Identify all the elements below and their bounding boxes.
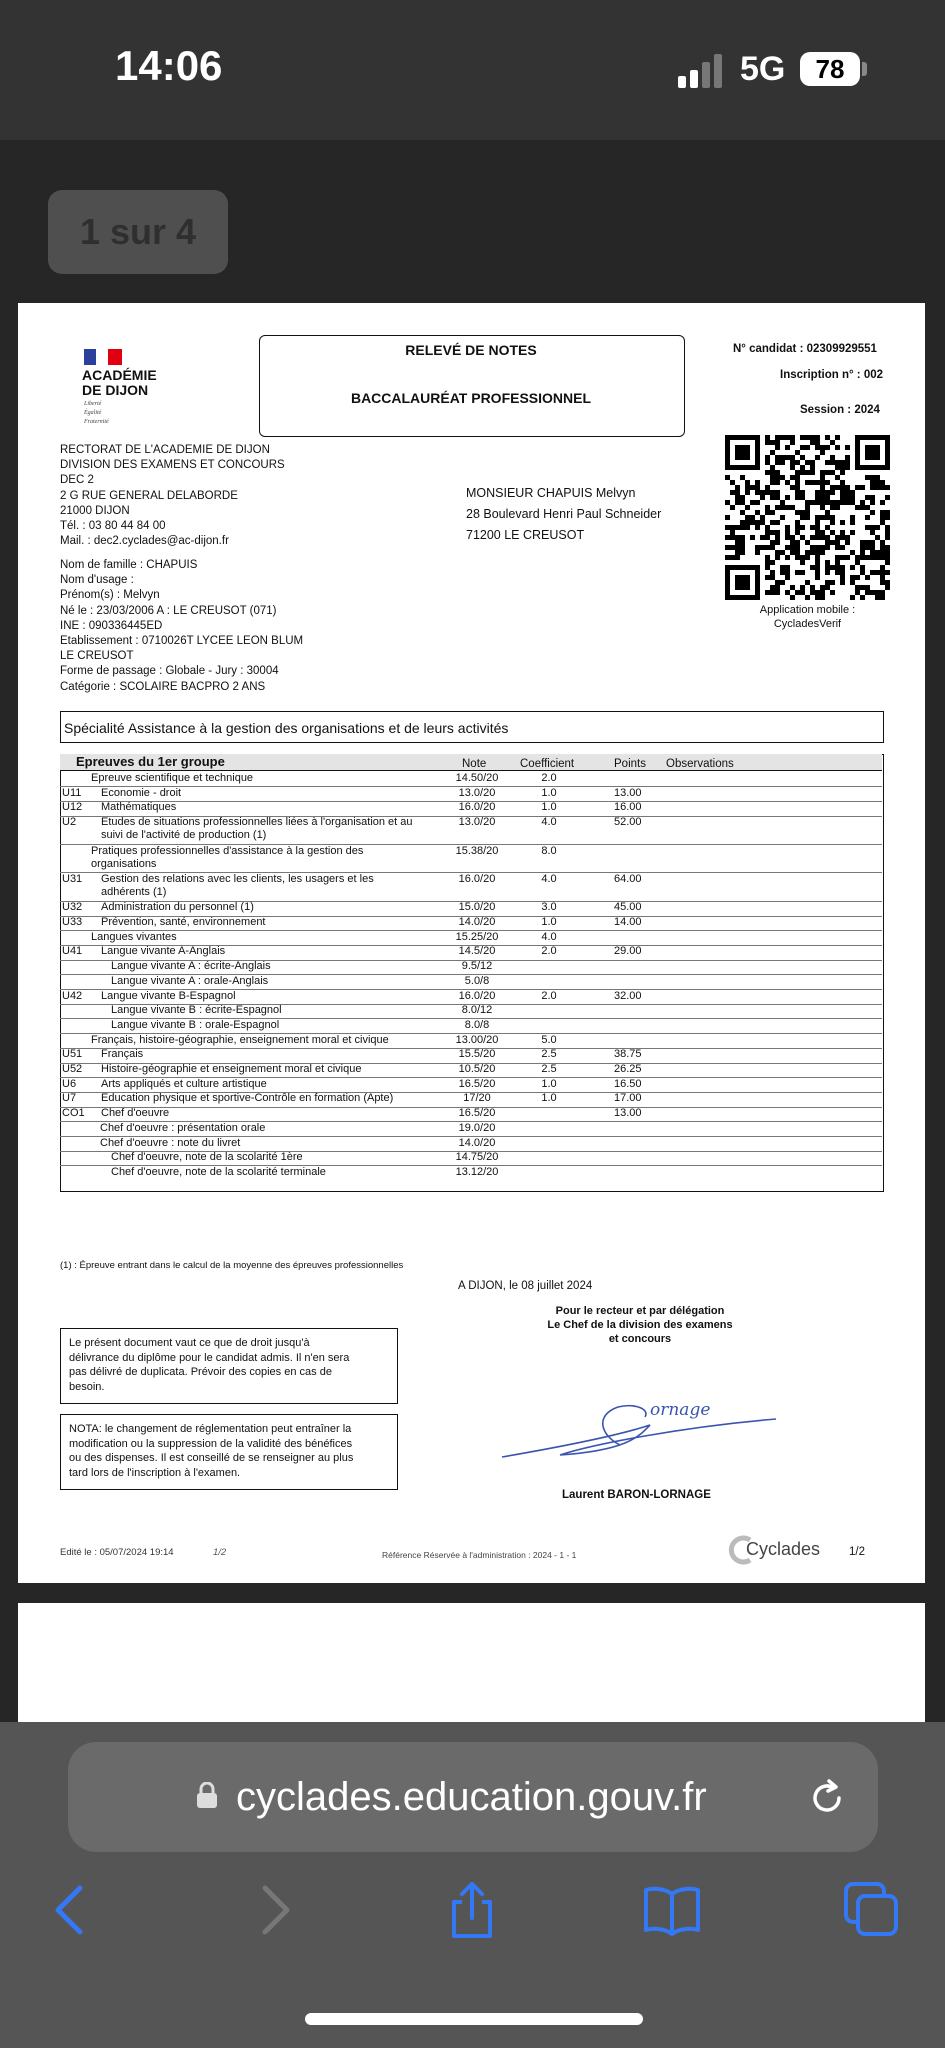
- candidate-number: N° candidat : 02309929551: [733, 343, 877, 355]
- address-line: DEC 2: [60, 474, 94, 487]
- address-line: Tél. : 03 80 44 84 00: [60, 520, 166, 532]
- row-label-2: suivi de l'activité de production (1): [101, 829, 267, 842]
- address-line: RECTORAT DE L'ACADEMIE DE DIJON: [60, 444, 270, 456]
- row-label: Chef d'oeuvre, note de la scolarité terminale: [111, 1165, 326, 1178]
- lock-icon: [196, 1782, 218, 1808]
- row-label: Langue vivante A-Anglais: [101, 945, 226, 958]
- row-note: 14.5/20: [458, 945, 496, 958]
- row-code: U2: [62, 816, 77, 829]
- notice2-line: modification ou la suppression de la validité des bénéfices: [69, 1437, 353, 1450]
- identity-line: Nom de famille : CHAPUIS: [60, 559, 198, 571]
- row-coefficient: 4.0: [541, 930, 557, 943]
- logo-motto2: Égalité: [84, 410, 102, 416]
- notice2-line: ou des dispenses. Il est conseillé de se renseigner au plus: [69, 1452, 354, 1464]
- battery-icon: 78: [800, 52, 860, 86]
- address-line: 2 G RUE GENERAL DELABORDE: [60, 489, 238, 502]
- row-note: 8.0/8: [464, 1018, 490, 1031]
- row-points: 45.00: [614, 901, 642, 914]
- row-note: 13.12/20: [455, 1165, 499, 1178]
- row-note: 9.5/12: [461, 960, 493, 973]
- address-line: Mail. : dec2.cyclades@ac-dijon.fr: [60, 535, 229, 548]
- row-coefficient: 1.0: [541, 801, 557, 814]
- row-code: CO1: [62, 1107, 85, 1120]
- recipient-line: 28 Boulevard Henri Paul Schneider: [466, 507, 662, 521]
- logo-line2: DE DIJON: [82, 382, 149, 398]
- row-points: 13.00: [614, 786, 642, 799]
- reload-icon[interactable]: [805, 1776, 849, 1820]
- row-code: U11: [62, 786, 82, 799]
- row-coefficient: 4.0: [541, 872, 557, 885]
- row-coefficient: 2.5: [541, 1063, 557, 1075]
- signal-icon: [678, 52, 726, 88]
- row-code: U51: [62, 1048, 83, 1061]
- row-code: U12: [62, 801, 83, 814]
- row-note: 16.5/20: [458, 1077, 496, 1090]
- identity-line: Forme de passage : Globale - Jury : 30004: [60, 665, 279, 678]
- row-label: Langue vivante B : écrite-Espagnol: [111, 1004, 282, 1017]
- signature-image: [500, 1395, 780, 1465]
- row-note: 14.0/20: [458, 1136, 496, 1149]
- row-note: 14.75/20: [455, 1151, 499, 1164]
- row-label: Arts appliqués et culture artistique: [101, 1077, 267, 1090]
- place-date: A DIJON, le 08 juillet 2024: [458, 1280, 593, 1292]
- share-icon[interactable]: [442, 1880, 502, 1940]
- row-coefficient: 4.0: [541, 816, 557, 829]
- row-label: Langue vivante B-Espagnol: [101, 989, 236, 1002]
- logo-line1: ACADÉMIE: [82, 367, 157, 383]
- row-note: 19.0/20: [458, 1121, 496, 1134]
- network-label: 5G: [740, 50, 786, 88]
- qr-code: [725, 435, 890, 600]
- row-coefficient: 2.0: [541, 945, 557, 958]
- row-code: U7: [62, 1092, 77, 1105]
- identity-line: INE : 090336445ED: [60, 619, 163, 632]
- footnote: (1) : Épreuve entrant dans le calcul de la moyenne des épreuves professionnelles: [60, 1260, 404, 1271]
- row-label: Français, histoire-géographie, enseignement moral et civique: [91, 1033, 389, 1046]
- inscription-number: Inscription n° : 002: [780, 369, 884, 381]
- row-note: 5.0/8: [464, 974, 490, 987]
- header-coefficient: Coefficient: [520, 758, 575, 770]
- recipient-line: MONSIEUR CHAPUIS Melvyn: [466, 486, 636, 500]
- header-note: Note: [462, 758, 487, 770]
- notice1-line: besoin.: [69, 1380, 105, 1393]
- row-note: 15.0/20: [458, 901, 496, 914]
- app-label-1: Application mobile :: [759, 604, 856, 616]
- row-code: U33: [62, 916, 83, 928]
- row-points: 14.00: [614, 916, 642, 928]
- row-coefficient: 3.0: [541, 901, 557, 914]
- row-coefficient: 1.0: [541, 916, 557, 928]
- row-coefficient: 8.0: [541, 844, 557, 857]
- delegation-line: et concours: [608, 1333, 672, 1345]
- app-label-2: CycladesVerif: [773, 618, 842, 630]
- back-icon[interactable]: [40, 1880, 100, 1940]
- identity-line: Prénom(s) : Melvyn: [60, 589, 160, 602]
- delegation-line: Le Chef de la division des examens: [547, 1319, 733, 1331]
- row-points: 38.75: [614, 1048, 642, 1061]
- identity-line: Etablissement : 0710026T LYCEE LEON BLUM: [60, 635, 304, 647]
- identity-line: Nom d'usage :: [60, 574, 134, 587]
- page-indicator: 1 sur 4: [48, 190, 228, 274]
- row-coefficient: 2.5: [541, 1048, 557, 1061]
- row-label: Langue vivante A : orale-Anglais: [111, 974, 269, 987]
- delegation-line: Pour le recteur et par délégation: [555, 1305, 725, 1317]
- page-number: 1/2: [849, 1546, 865, 1558]
- row-note: 13.00/20: [455, 1033, 499, 1046]
- row-label: Langues vivantes: [91, 930, 177, 943]
- row-note: 17/20: [463, 1092, 491, 1105]
- page-small: 1/2: [213, 1547, 227, 1558]
- row-label: Chef d'oeuvre, note de la scolarité 1ère: [111, 1151, 303, 1164]
- row-label: Prévention, santé, environnement: [101, 916, 266, 928]
- identity-line: LE CREUSOT: [60, 650, 134, 663]
- status-time: 14:06: [115, 42, 223, 89]
- row-label: Etudes de situations professionnelles liées à l'organisation et au: [101, 816, 413, 829]
- row-label: Pratiques professionnelles d'assistance à la gestion des: [91, 844, 364, 857]
- row-label: Economie - droit: [101, 786, 182, 799]
- row-points: 29.00: [614, 945, 642, 958]
- row-label: Chef d'oeuvre: [101, 1107, 170, 1120]
- row-points: 32.00: [614, 989, 642, 1002]
- row-label: Français: [101, 1048, 144, 1061]
- row-code: U31: [62, 872, 83, 885]
- row-note: 16.0/20: [458, 989, 496, 1002]
- row-note: 15.38/20: [455, 844, 499, 857]
- row-points: 16.00: [614, 801, 642, 814]
- row-note: 14.0/20: [458, 916, 496, 928]
- notice1-line: délivrance du diplôme pour le candidat admis. Il n'en sera: [69, 1351, 350, 1364]
- row-label: Langue vivante A : écrite-Anglais: [111, 960, 271, 973]
- row-note: 13.0/20: [458, 786, 496, 799]
- row-code: U52: [62, 1063, 83, 1075]
- row-label: Education physique et sportive-Contrôle en formation (Apte): [101, 1092, 394, 1105]
- row-note: 15.5/20: [458, 1048, 496, 1061]
- row-coefficient: 1.0: [541, 1077, 557, 1090]
- row-note: 16.0/20: [458, 872, 496, 885]
- row-note: 10.5/20: [458, 1063, 496, 1075]
- row-points: 17.00: [614, 1092, 642, 1105]
- row-label: Epreuve scientifique et technique: [91, 772, 254, 784]
- signatory-name: Laurent BARON-LORNAGE: [562, 1489, 711, 1501]
- notice2-line: NOTA: le changement de réglementation peut entraîner la: [69, 1423, 352, 1435]
- row-label: Langue vivante B : orale-Espagnol: [111, 1018, 280, 1031]
- row-label-2: organisations: [91, 857, 157, 870]
- row-label: Administration du personnel (1): [101, 901, 254, 914]
- row-note: 16.0/20: [458, 801, 496, 814]
- session: Session : 2024: [800, 404, 880, 416]
- svg-text:ornage: ornage: [650, 1400, 711, 1420]
- identity-line: Catégorie : SCOLAIRE BACPRO 2 ANS: [60, 680, 266, 693]
- row-note: 13.0/20: [458, 816, 496, 829]
- address-line: DIVISION DES EXAMENS ET CONCOURS: [60, 459, 285, 472]
- doc-title: RELEVÉ DE NOTES: [405, 342, 537, 358]
- header-group: Epreuves du 1er groupe: [76, 754, 225, 769]
- url-text[interactable]: cyclades.education.gouv.fr: [236, 1775, 707, 1819]
- row-coefficient: 5.0: [541, 1033, 557, 1046]
- doc-subtitle: BACCALAURÉAT PROFESSIONNEL: [350, 390, 592, 406]
- row-points: 16.50: [614, 1077, 642, 1090]
- identity-line: Né le : 23/03/2006 A : LE CREUSOT (071): [60, 604, 277, 617]
- battery-tip: [862, 62, 867, 76]
- logo-motto1: Liberté: [84, 401, 102, 407]
- row-note: 16.5/20: [458, 1107, 496, 1120]
- marianne-flag-icon: [84, 349, 122, 365]
- address-line: 21000 DIJON: [60, 504, 130, 517]
- row-coefficient: 1.0: [541, 786, 557, 799]
- reference: Référence Réservée à l'administration : 2024 - 1 - 1: [382, 1550, 577, 1560]
- row-note: 15.25/20: [455, 930, 499, 943]
- row-code: U6: [62, 1077, 77, 1090]
- recipient-line: 71200 LE CREUSOT: [466, 528, 585, 542]
- row-code: U42: [62, 989, 83, 1002]
- row-label: Gestion des relations avec les clients, les usagers et les: [101, 872, 374, 885]
- row-points: 52.00: [614, 816, 642, 829]
- document-page-next[interactable]: [18, 1603, 925, 1723]
- row-label-2: adhérents (1): [101, 885, 167, 898]
- row-points: 64.00: [614, 872, 642, 885]
- row-code: U32: [62, 901, 83, 914]
- row-coefficient: 1.0: [541, 1092, 557, 1105]
- bookmarks-icon[interactable]: [642, 1880, 702, 1940]
- notice1-line: Le présent document vaut ce que de droit jusqu'à: [69, 1337, 310, 1349]
- row-label: Chef d'oeuvre : présentation orale: [100, 1121, 266, 1134]
- row-label: Chef d'oeuvre : note du livret: [100, 1136, 241, 1149]
- row-label: Mathématiques: [101, 801, 177, 814]
- header-observations: Observations: [666, 758, 734, 770]
- row-coefficient: 2.0: [541, 772, 557, 784]
- specialty-label: Spécialité Assistance à la gestion des organisations et de leurs activités: [64, 720, 509, 736]
- tabs-icon[interactable]: [842, 1880, 902, 1940]
- row-note: 8.0/12: [461, 1004, 493, 1017]
- notice2-line: tard lors de l'inscription à l'examen.: [69, 1466, 241, 1479]
- row-code: U41: [62, 945, 83, 958]
- row-points: 13.00: [614, 1107, 642, 1120]
- notice1-line: pas délivré de duplicata. Prévoir des copies en cas de: [69, 1366, 332, 1378]
- edited-date: Edité le : 05/07/2024 19:14: [60, 1547, 174, 1558]
- row-points: 26.25: [614, 1063, 642, 1075]
- row-coefficient: 2.0: [541, 989, 557, 1002]
- row-note: 14.50/20: [455, 772, 499, 784]
- cyclades-brand: Cyclades: [746, 1539, 821, 1559]
- forward-icon[interactable]: [245, 1880, 305, 1940]
- home-indicator: [305, 2013, 643, 2025]
- header-points: Points: [614, 758, 646, 770]
- logo-motto3: Fraternité: [84, 419, 109, 425]
- row-label: Histoire-géographie et enseignement moral et civique: [101, 1063, 362, 1075]
